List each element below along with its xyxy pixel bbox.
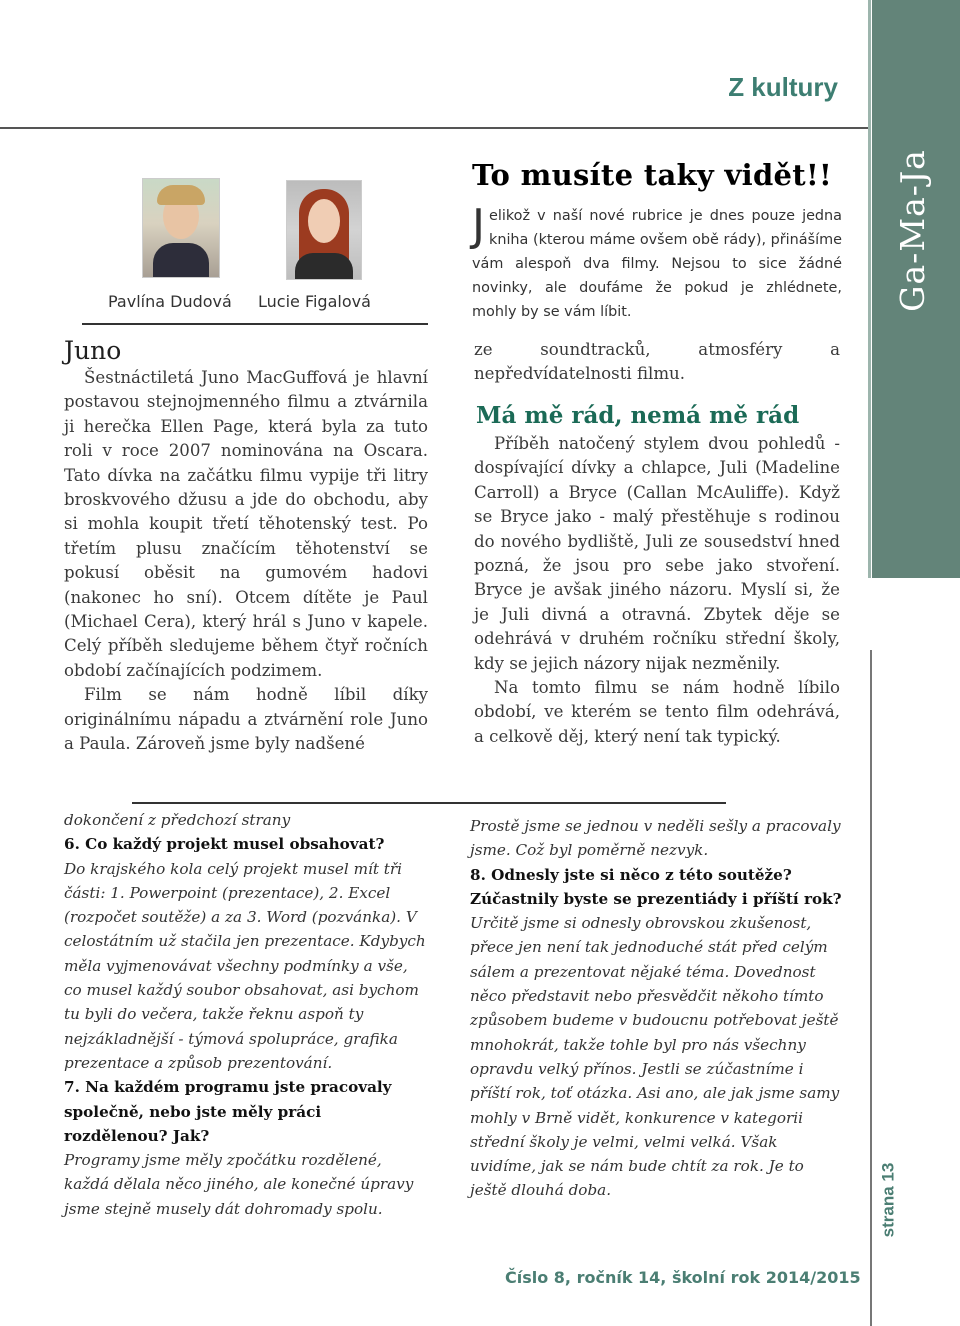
article-title-flipped: Má mě rád, nemá mě rád bbox=[476, 402, 800, 429]
question: 8. Odnesly jste si něco z této soutěže? Zúčastnily byste se prezentiády i příští rok? bbox=[470, 865, 842, 908]
paragraph: Film se nám hodně líbil díky originálnímu nápadu a ztvárnění role Juno a Paula. Zároveň jsme byly nadšené bbox=[64, 685, 428, 754]
author-name-2: Lucie Figalová bbox=[258, 292, 371, 311]
feature-title: To musíte taky vidět!! bbox=[472, 158, 833, 192]
article-title-juno: Juno bbox=[64, 336, 122, 365]
header-rule bbox=[0, 127, 870, 129]
answer: Programy jsme měly zpočátku rozdělené, každá dělala něco jiného, ale konečné úpravy jsme stejně musely dát dohromady spolu. bbox=[64, 1151, 414, 1218]
author-photo-1 bbox=[142, 178, 220, 278]
intro-text: elikož v naší nové rubrice je dnes pouze jedna kniha (kterou máme ovšem obě rády), přinášíme vám alespoň dva filmy. Nejsou to sice žádné novinky, ale doufáme že pokud je zhlédnete, mohly by se vám líbit. bbox=[472, 208, 842, 320]
interview-column-right bbox=[470, 814, 842, 1203]
page-number bbox=[848, 1160, 928, 1240]
interview-column-left bbox=[64, 808, 426, 1221]
article-body-flipped bbox=[474, 432, 840, 749]
question: 7. Na každém programu jste pracovaly společně, nebo jste měly práci rozdělenou? Jak? bbox=[64, 1078, 392, 1145]
magazine-name-text: Ga-Ma-Ja bbox=[892, 148, 932, 312]
article-body-juno bbox=[64, 366, 428, 757]
author-name-1: Pavlína Dudová bbox=[108, 292, 232, 311]
continued-note: dokončení z předchozí strany bbox=[64, 811, 291, 829]
feature-intro bbox=[472, 200, 842, 324]
photo-rule bbox=[82, 323, 428, 325]
magazine-name bbox=[868, 130, 956, 330]
interview-rule bbox=[132, 802, 726, 804]
issue-footer: Číslo 8, ročník 14, školní rok 2014/2015 bbox=[505, 1268, 861, 1287]
answer: Do krajského kola celý projekt musel mít tři části: 1. Powerpoint (prezentace), 2. Excel (rozpočet soutěže) a za 3. Word (pozvánka). V celostátním už stačila jen prezentace. Kdybych měla vyjmenovávat všechny podmínky a vše, co musel každý soubor obsahovat, asi bychom tu byli do večera, takže řeknu aspoň ty nejzákladnější - týmová spolupráce, grafika prezentace a způsob prezentování. bbox=[64, 859, 426, 1072]
paragraph: Na tomto filmu se nám hodně líbilo období, ve kterém se tento film odehrává, a celkově děj, který není tak typický. bbox=[474, 678, 840, 746]
juno-continuation: ze soundtracků, atmosféry a nepředvídatelnosti filmu. bbox=[474, 340, 840, 384]
paragraph: Šestnáctiletá Juno MacGuffová je hlavní postavou stejnojmenného filmu a ztvárnila ji herečka Ellen Page, která byla za tuto roli v roce 2007 nominována na Oscara. Tato dívka na začátku filmu vypije tři litry broskvového džusu a jde do obchodu, aby si mohla koupit třetí těhotenský test. Po třetím plusu značícím těhotenství se pokusí oběsit na gumovém hadovi (nakonec ho sní). Otcem dítěte je Paul (Michael Cera), který hrál s Juno v kapele. Celý příběh sledujeme během čtyř ročních období začínajících podzimem. bbox=[64, 368, 428, 680]
page-number-text: strana 13 bbox=[877, 1162, 897, 1238]
paragraph: Příběh natočený stylem dvou pohledů - dospívající dívky a chlapce, Juli (Madeline Carroll) a Bryce (Callan McAuliffe). Když se Bryce jako - malý přestěhuje s rodinou do nového bydliště, Juli ze sousedství hned pozná, že jsou pro sebe jako stvoření. Bryce je avšak jiného názoru. Myslí si, že je Juli divná a otravná. Zbytek děje se odehrává v druhém ročníku střední školy, kdy se jejich názory nijak nezměnily. bbox=[474, 434, 840, 673]
author-photo-2 bbox=[286, 180, 362, 280]
answer: Určitě jsme si odnesly obrovskou zkušenost, přece jen není tak jednoduché stát před celým sálem a prezentovat nějaké téma. Dovednost něco představit nebo přesvědčit někoho tímto způsobem budeme v budoucnu potřebovat ještě mnohokrát, takže tohle byl pro nás všechny opravdu velký přínos. Jestli se zúčastníme i příští rok, toť otázka. Asi ano, ale jak jsme samy mohly v Brně vidět, konkurence v kategorii střední školy je velmi, velmi velká. Však uvidíme, jak se nám bude chtít za rok. Je to ještě dlouhá doba. bbox=[470, 914, 840, 1200]
question: 6. Co každý projekt musel obsahovat? bbox=[64, 835, 385, 854]
section-title: Z kultury bbox=[728, 72, 838, 102]
answer: Prostě jsme se jednou v neděli sešly a pracovaly jsme. Což byl poměrně nezvyk. bbox=[470, 817, 841, 860]
drop-cap: J bbox=[472, 200, 485, 251]
